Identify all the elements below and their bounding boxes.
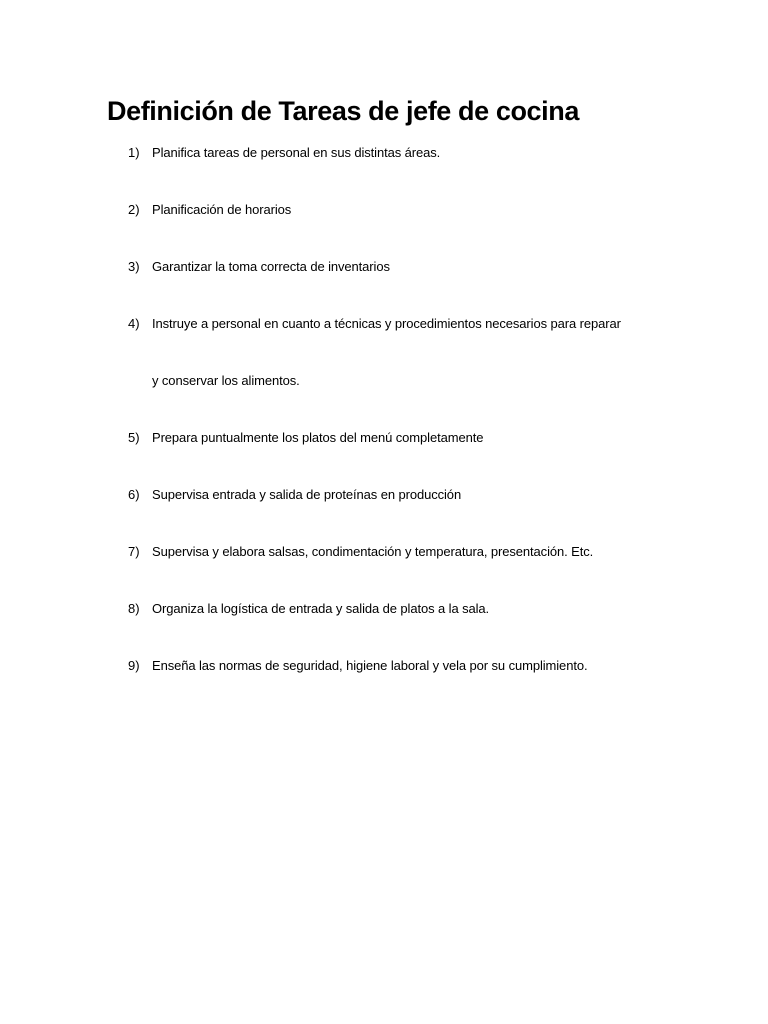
list-item-text: Garantizar la toma correcta de inventarios	[152, 259, 390, 274]
list-item-text: Organiza la logística de entrada y salida de platos a la sala.	[152, 601, 490, 616]
list-item-number: 7)	[128, 544, 140, 559]
list-item-number: 6)	[128, 487, 140, 502]
list-item-text: Planificación de horarios	[152, 202, 292, 217]
list-item-number: 5)	[128, 430, 140, 445]
page-title: Definición de Tareas de jefe de cocina	[107, 96, 579, 126]
list-item-text: Supervisa y elabora salsas, condimentación y temperatura, presentación. Etc.	[152, 544, 594, 559]
list-item-number: 9)	[128, 658, 140, 673]
list-item-continuation: y conservar los alimentos.	[152, 373, 300, 388]
list-item-number: 1)	[128, 145, 140, 160]
list-item-text: Instruye a personal en cuanto a técnicas y procedimientos necesarios para reparar	[152, 316, 621, 331]
list-item-text: Planifica tareas de personal en sus distintas áreas.	[152, 145, 441, 160]
list-item-text: Prepara puntualmente los platos del menú completamente	[152, 430, 484, 445]
list-item-number: 8)	[128, 601, 140, 616]
list-item-text: Enseña las normas de seguridad, higiene laboral y vela por su cumplimiento.	[152, 658, 588, 673]
list-item-number: 2)	[128, 202, 140, 217]
list-item-text: Supervisa entrada y salida de proteínas en producción	[152, 487, 462, 502]
list-item-number: 3)	[128, 259, 140, 274]
list-item-number: 4)	[128, 316, 140, 331]
